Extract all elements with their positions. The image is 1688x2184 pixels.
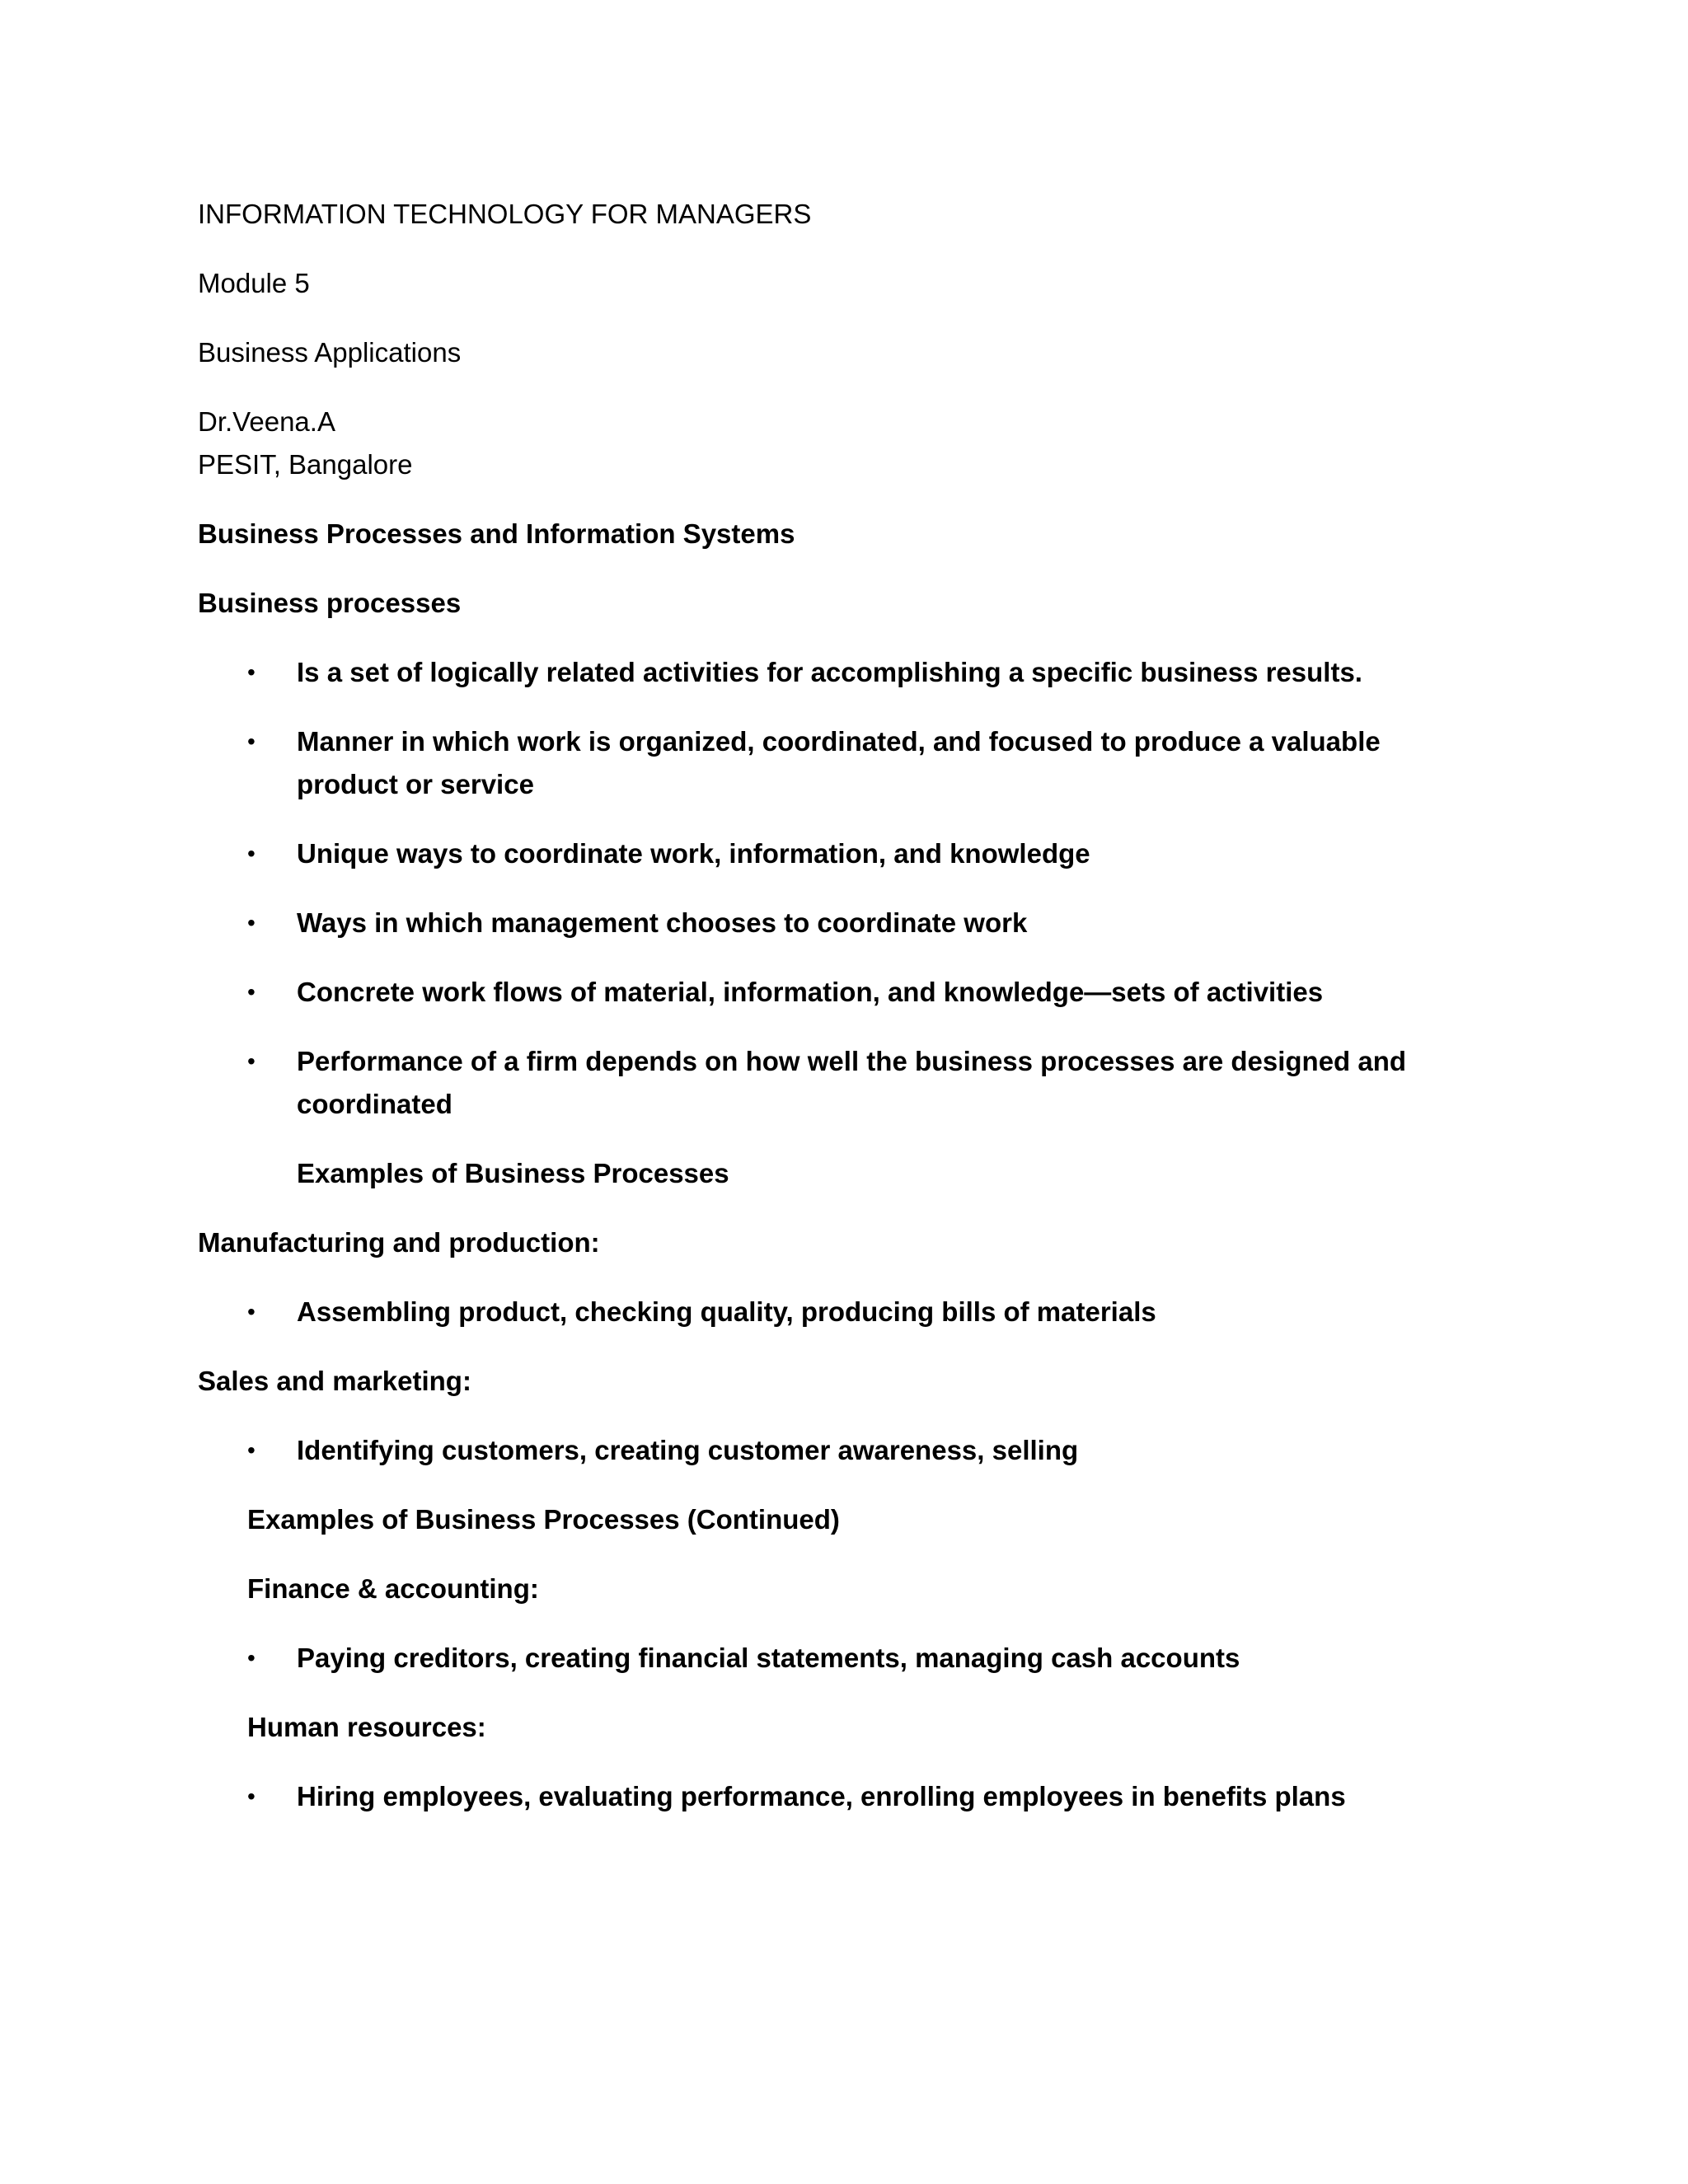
- bullet-icon: •: [247, 729, 256, 754]
- bullet-icon: •: [247, 979, 256, 1005]
- section-title: Business Processes and Information Systems: [198, 518, 795, 549]
- bullet-icon: •: [247, 1783, 256, 1809]
- subsection-title: Business processes: [198, 588, 462, 618]
- bullet-icon: •: [247, 1299, 256, 1324]
- list-item: Unique ways to coordinate work, information, and knowledge: [297, 838, 1090, 869]
- module-label: Module 5: [198, 268, 310, 298]
- author-name: Dr.Veena.A: [198, 406, 335, 437]
- manufacturing-label: Manufacturing and production:: [198, 1227, 600, 1258]
- list-item: Performance of a firm depends on how well the business processes are designed and coordinated: [297, 1046, 1407, 1119]
- examples-continued-heading: Examples of Business Processes (Continued): [247, 1504, 840, 1535]
- bullet-icon: •: [247, 910, 256, 935]
- sales-label: Sales and marketing:: [198, 1366, 471, 1396]
- sales-item: Identifying customers, creating customer awareness, selling: [297, 1435, 1079, 1465]
- bullet-icon: •: [247, 1645, 256, 1671]
- examples-heading: Examples of Business Processes: [297, 1158, 729, 1188]
- finance-item: Paying creditors, creating financial statements, managing cash accounts: [297, 1643, 1240, 1673]
- finance-label: Finance & accounting:: [247, 1573, 539, 1604]
- list-item: Ways in which management chooses to coordinate work: [297, 907, 1028, 938]
- bullet-icon: •: [247, 1437, 256, 1463]
- bullet-icon: •: [247, 841, 256, 866]
- course-title: INFORMATION TECHNOLOGY FOR MANAGERS: [198, 199, 812, 229]
- manufacturing-item: Assembling product, checking quality, producing bills of materials: [297, 1296, 1156, 1327]
- bullet-icon: •: [247, 1048, 256, 1074]
- institution-name: PESIT, Bangalore: [198, 449, 413, 480]
- topic-label: Business Applications: [198, 337, 462, 368]
- list-item: Concrete work flows of material, information, and knowledge—sets of activities: [297, 977, 1324, 1007]
- list-item: Is a set of logically related activities for accomplishing a specific business results.: [297, 657, 1362, 687]
- list-item: Manner in which work is organized, coordinated, and focused to produce a valuable product or service: [297, 726, 1381, 799]
- bullet-icon: •: [247, 659, 256, 685]
- hr-item: Hiring employees, evaluating performance, enrolling employees in benefits plans: [297, 1781, 1346, 1811]
- hr-label: Human resources:: [247, 1712, 486, 1742]
